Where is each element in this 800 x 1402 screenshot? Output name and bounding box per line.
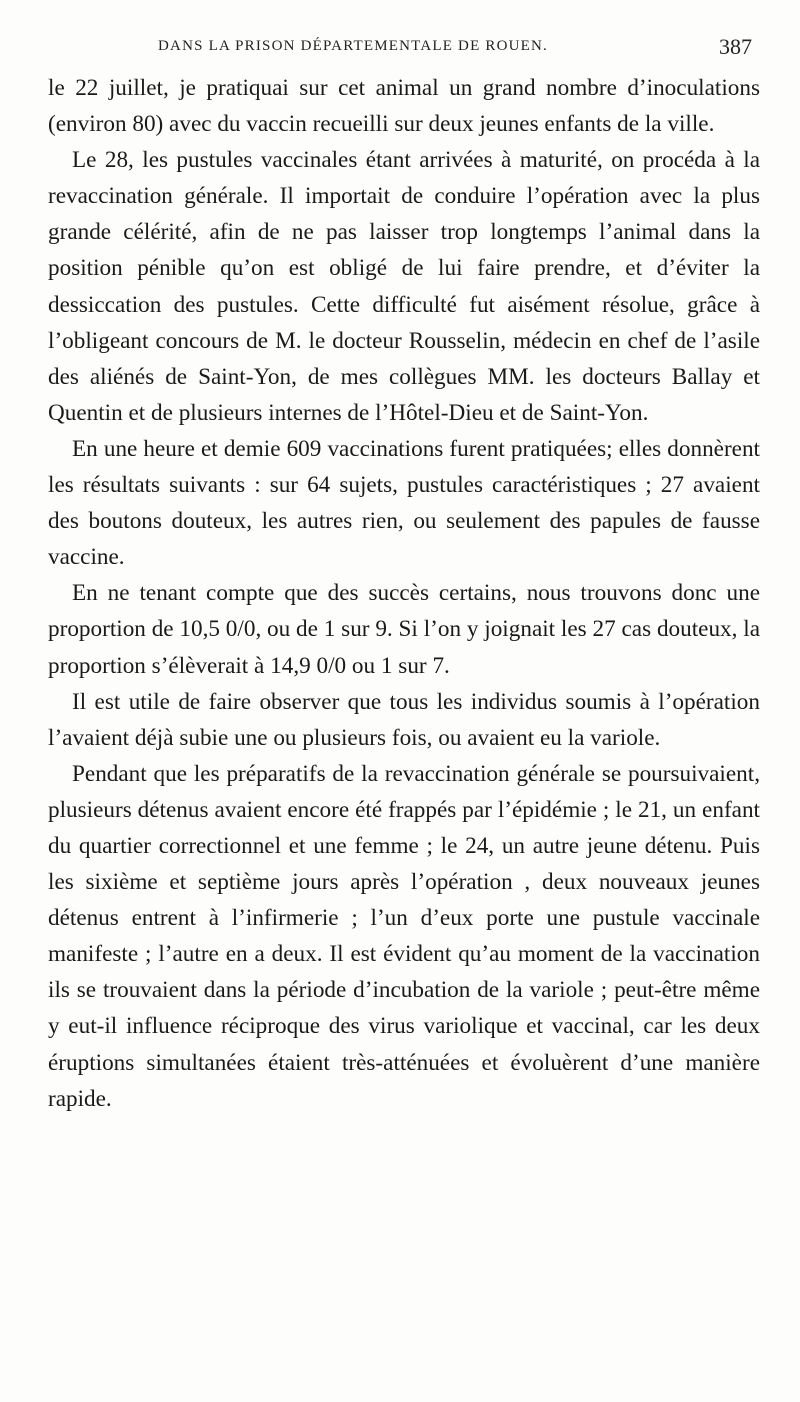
running-title: DANS LA PRISON DÉPARTEMENTALE DE ROUEN. [158, 38, 548, 54]
paragraph-results: En une heure et demie 609 vaccinations furent pratiquées; elles donnèrent les résultats suivants : sur 64 sujets, pustules caractéristiques ; 27 avaient des boutons douteux, les autres rien, ou seulement des papules de fausse vaccine. [48, 435, 760, 571]
page-number: 387 [719, 34, 752, 59]
running-header [58, 34, 752, 64]
paragraph-epidemic: Pendant que les préparatifs de la revaccination générale se poursuivaient, plusieurs détenus avaient encore été frappés par l’épidémie ; le 21, un enfant du quartier correctionnel et une femme ; le 24, un autre jeune détenu. Puis les sixième et septième jours après l’opération , deux nouveaux jeunes détenus entrent à l’infirmerie ; l’un d’eux porte une pustule vaccinale manifeste ; l’autre en a deux. Il est évident qu’au moment de la vaccination ils se trouvaient dans la période d’incubation de la variole ; peut-être même y eut-il influence réciproque des virus variolique et vaccinal, car les deux éruptions simultanées étaient très-atténuées et évoluèrent d’une manière rapide. [48, 760, 760, 1112]
body-text [48, 70, 760, 1117]
paragraph-continuation: le 22 juillet, je pratiquai sur cet animal un grand nombre d’inoculations (environ 80) avec du vaccin recueilli sur deux jeunes enfants de la ville. [48, 75, 760, 138]
paragraph-proportion: En ne tenant compte que des succès certains, nous trouvons donc une proportion de 10,5 0/0, ou de 1 sur 9. Si l’on y joignait les 27 cas douteux, la proportion s’élèverait à 14,9 0/0 ou 1 sur 7. [48, 580, 760, 679]
paragraph-observation: Il est utile de faire observer que tous les individus soumis à l’opération l’avaient déjà subie une ou plusieurs fois, ou avaient eu la variole. [48, 688, 760, 751]
paragraph-revaccination: Le 28, les pustules vaccinales étant arrivées à maturité, on procéda à la revaccination générale. Il importait de conduire l’opération avec la plus grande célérité, afin de ne pas laisser trop longtemps l’animal dans la position pénible qu’on est obligé de lui faire prendre, et d’éviter la dessiccation des pustules. Cette difficulté fut aisément résolue, grâce à l’obligeant concours de M. le docteur Rousselin, médecin en chef de l’asile des aliénés de Saint-Yon, de mes collègues MM. les docteurs Ballay et Quentin et de plusieurs internes de l’Hôtel-Dieu et de Saint-Yon. [48, 147, 760, 426]
